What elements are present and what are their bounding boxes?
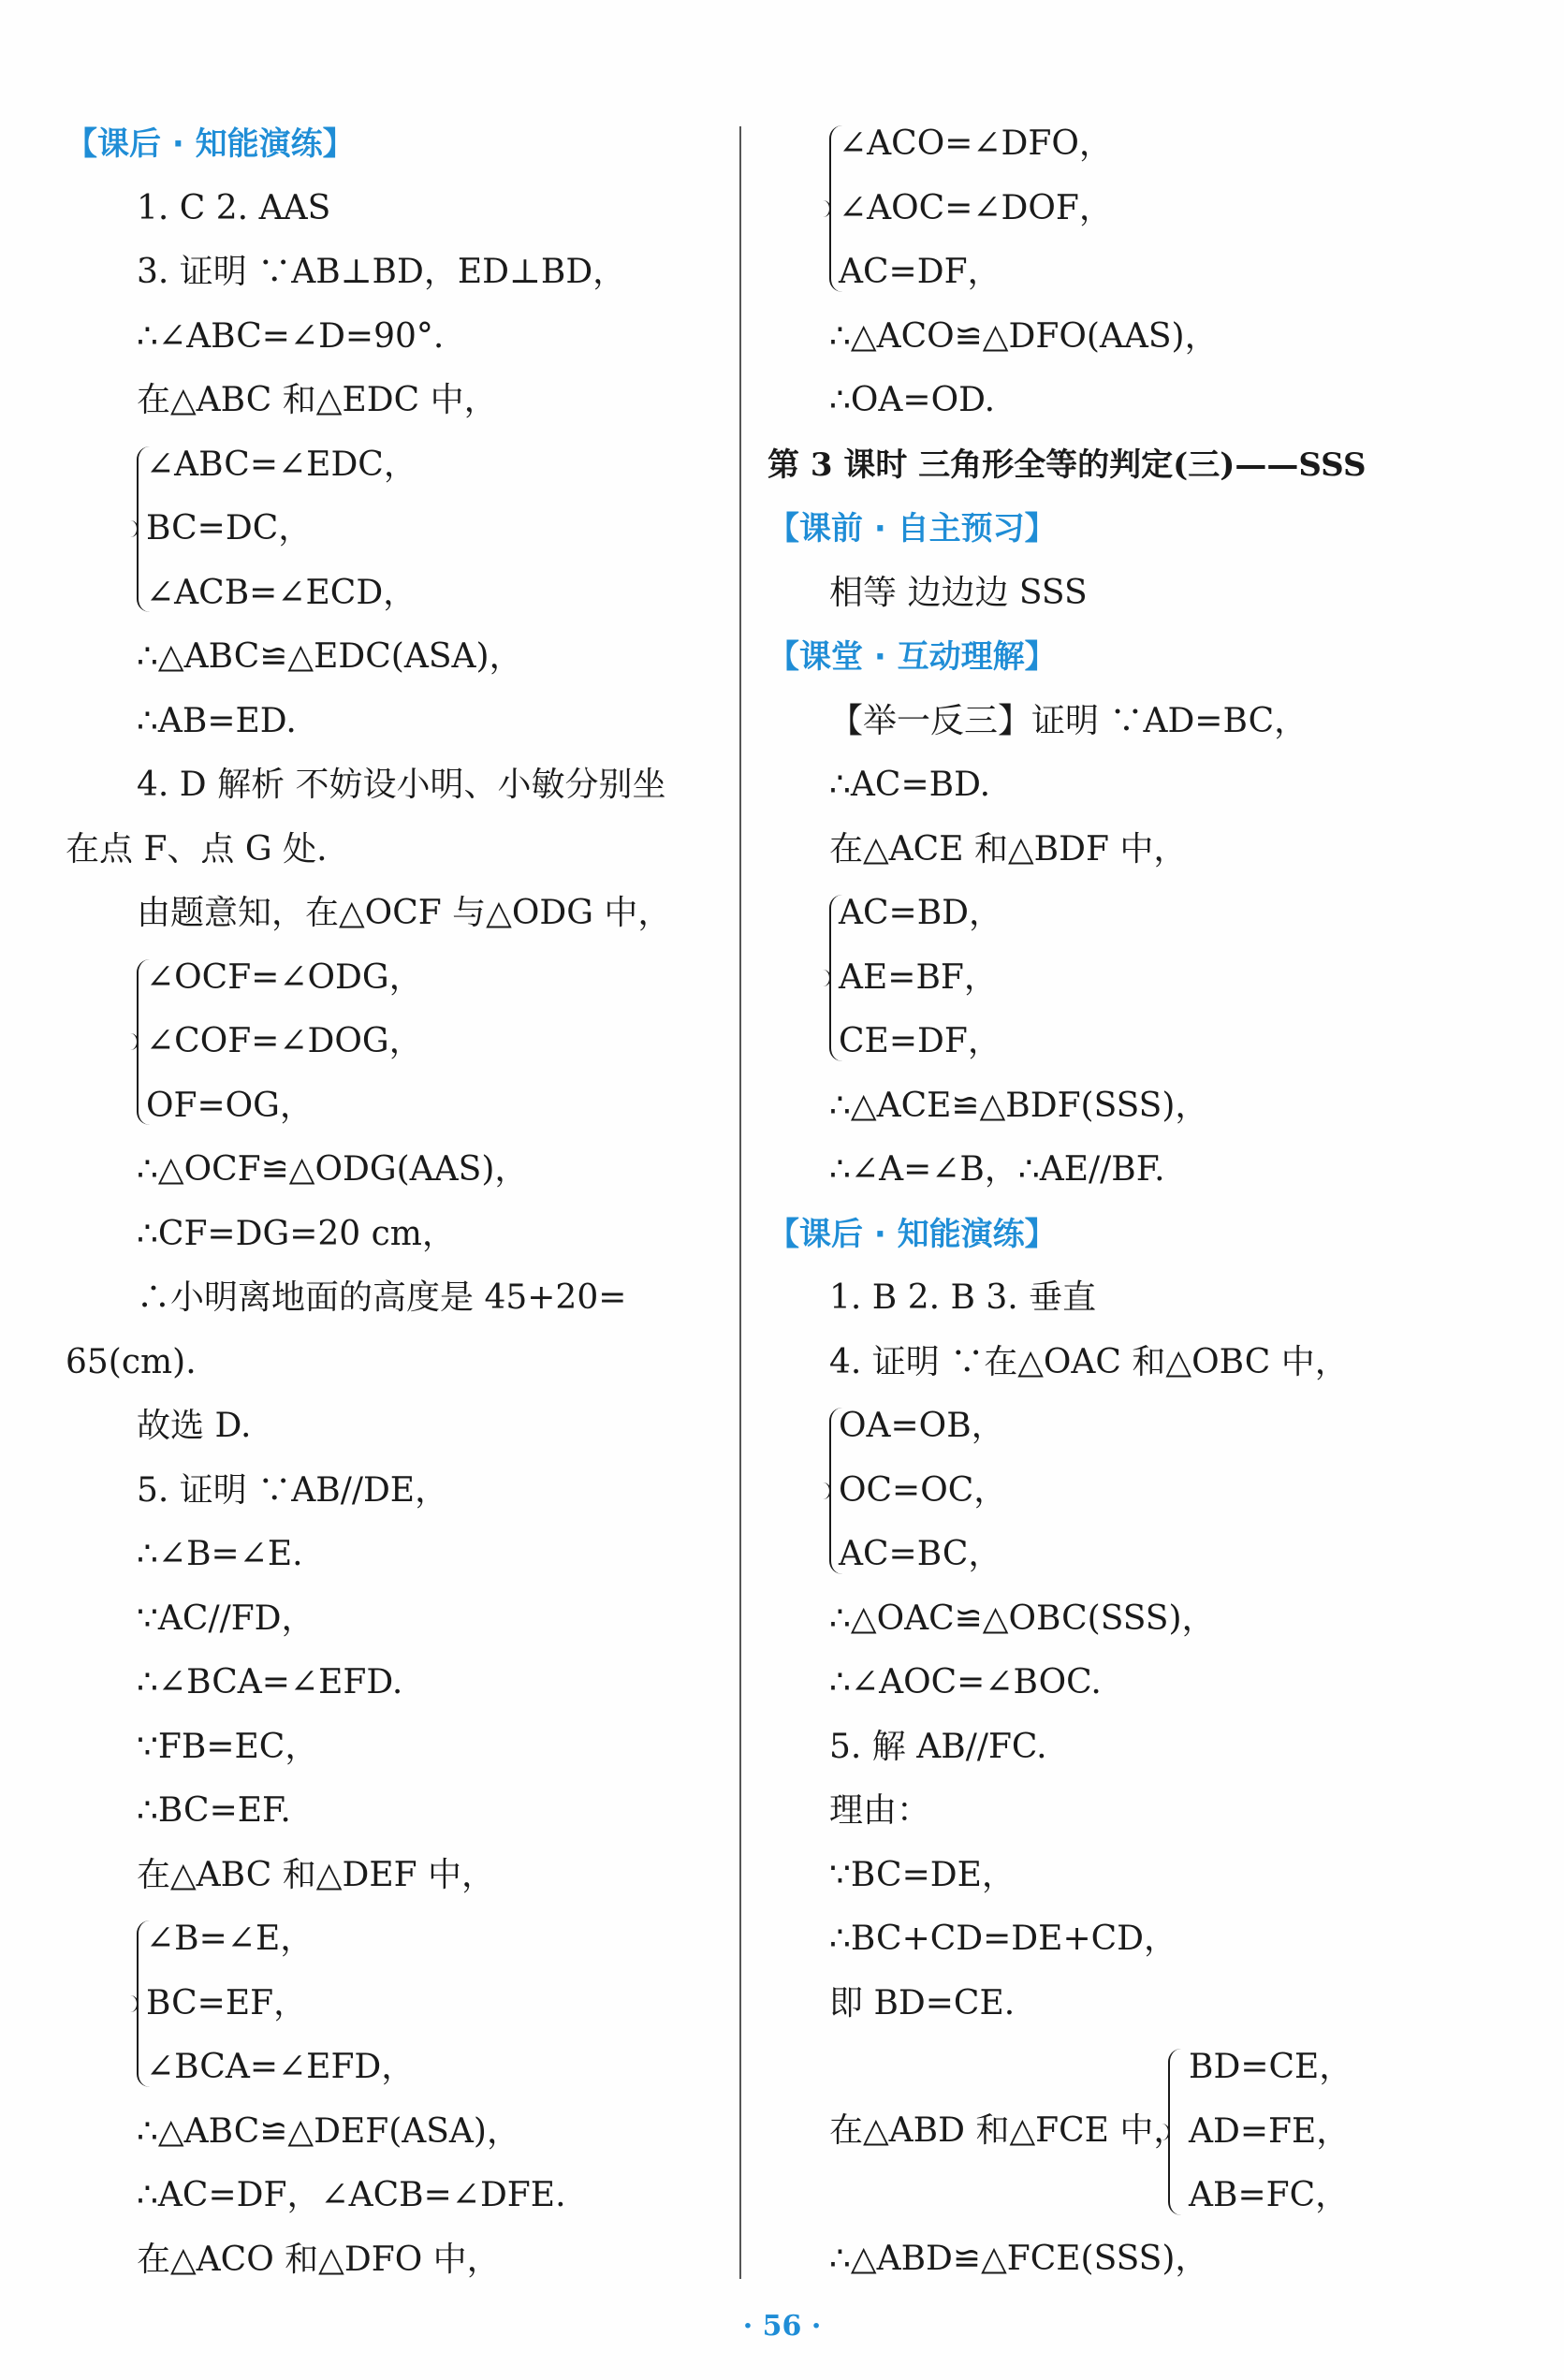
answer-line: 即 BD=CE. — [829, 1983, 1016, 2022]
answer-line: ∴BC+CD=DE+CD， — [829, 1920, 1178, 1958]
answer-line: ∴∠ABC=∠D=90°. — [137, 316, 445, 356]
answer-line: 1. C 2. AAS — [137, 188, 331, 227]
page-number: · 56 · — [742, 2310, 822, 2343]
answer-line: 在点 F、点 G 处. — [66, 829, 328, 869]
answer-line: ∴△ABD≌△FCE(SSS)， — [829, 2240, 1209, 2278]
section-header: 【课后 · 知能演练】 — [66, 125, 355, 163]
section-header: 【课后 · 知能演练】 — [767, 1215, 1057, 1253]
brace-line: ∠BCA=∠EFD， — [146, 2048, 416, 2086]
brace-line: OF=OG， — [146, 1086, 314, 1125]
answer-line: ∴△OAC≌△OBC(SSS)， — [829, 1599, 1216, 1638]
answer-line: ∴△ACE≌△BDF(SSS)， — [829, 1086, 1209, 1125]
brace-line: AC=BD， — [839, 894, 1003, 932]
answer-line: ∴∠B=∠E. — [137, 1535, 303, 1573]
brace-line: ∠ABC=∠EDC， — [146, 445, 417, 484]
brace-group — [767, 882, 1441, 1074]
brace-line: AE=BF， — [839, 957, 998, 997]
brace-line: ∠OCF=∠ODG， — [146, 957, 423, 997]
answer-line: 在△ABD 和△FCE 中， — [829, 2111, 1188, 2150]
left-column — [66, 112, 739, 2292]
answer-line: 故选 D. — [137, 1407, 252, 1445]
brace-line: AC=DF， — [839, 253, 1001, 291]
brace-line: BD=CE， — [1189, 2048, 1353, 2086]
lesson-title: 第 3 课时 三角形全等的判定(三)——SSS — [767, 445, 1367, 484]
brace-line: BC=DC， — [146, 509, 313, 548]
answer-line: 4. 证明 ∵在△OAC 和△OBC 中， — [829, 1342, 1349, 1381]
brace-line: ∠B=∠E， — [146, 1920, 314, 1958]
answer-line: 5. 证明 ∵AB//DE， — [137, 1470, 449, 1510]
brace-line: BC=EF， — [146, 1983, 308, 2022]
answer-line: 理由： — [829, 1791, 931, 1830]
brace-line: OA=OB， — [839, 1407, 1005, 1445]
answer-line: 在△ACO 和△DFO 中， — [137, 2240, 501, 2279]
preview-answer: 相等 边边边 SSS — [829, 573, 1088, 612]
brace-line: OC=OC， — [839, 1470, 1008, 1510]
brace-group — [66, 1907, 739, 2100]
answer-line: ∴△ABC≌△DEF(ASA)， — [137, 2111, 520, 2151]
answer-line: ∴BC=EF. — [137, 1791, 291, 1830]
answer-line: ∴AC=BD. — [829, 766, 991, 804]
brace-group — [767, 112, 1441, 305]
brace-group — [66, 433, 739, 626]
answer-line: 在△ACE 和△BDF 中， — [829, 829, 1188, 869]
brace-line: ∠ACB=∠ECD， — [146, 573, 417, 612]
column-divider — [739, 126, 741, 2279]
answer-line: ∴∠AOC=∠BOC. — [829, 1663, 1102, 1701]
brace-line: ∠AOC=∠DOF， — [839, 188, 1113, 227]
answer-line: 【举一反三】证明 ∵AD=BC， — [829, 701, 1308, 740]
brace-line: ∠COF=∠DOG， — [146, 1022, 423, 1060]
answer-line: ∵FB=EC， — [137, 1727, 319, 1766]
answer-line: 由题意知，在△OCF 与△ODG 中， — [137, 894, 672, 932]
answer-line: ∴OA=OD. — [829, 381, 996, 419]
answer-line: 在△ABC 和△DEF 中， — [137, 1855, 496, 1894]
inline-brace-block — [1161, 2036, 1352, 2228]
answer-line: ∵AC//FD， — [137, 1599, 315, 1638]
answer-line: 3. 证明 ∵AB⊥BD，ED⊥BD， — [137, 253, 627, 291]
answer-line: 65(cm). — [66, 1342, 197, 1381]
brace-group — [767, 2036, 1441, 2227]
answer-line: ∴∠BCA=∠EFD. — [137, 1663, 403, 1701]
answer-line: ∵BC=DE， — [829, 1855, 1016, 1894]
brace-group — [66, 946, 739, 1139]
answer-line: 5. 解 AB//FC. — [829, 1727, 1047, 1766]
brace-group — [767, 1394, 1441, 1587]
answer-line: 在△ABC 和△EDC 中， — [137, 381, 498, 419]
right-column — [767, 112, 1441, 2292]
answer-line: ∴∠A=∠B，∴AE//BF. — [829, 1150, 1165, 1189]
answer-line: 1. B 2. B 3. 垂直 — [829, 1278, 1097, 1317]
brace-line: CE=DF， — [839, 1022, 1001, 1060]
section-header: 【课前 · 自主预习】 — [767, 510, 1057, 548]
brace-line: ∠ACO=∠DFO， — [839, 124, 1113, 163]
answer-line: ∴△OCF≌△ODG(AAS)， — [137, 1150, 529, 1189]
brace-line: AB=FC， — [1189, 2176, 1350, 2214]
answer-line: ∴AB=ED. — [137, 701, 297, 740]
answer-line: ∴小明离地面的高度是 45+20= — [137, 1278, 627, 1317]
answer-line: ∴△ACO≌△DFO(AAS)， — [829, 316, 1219, 356]
section-header: 【课堂 · 互动理解】 — [767, 638, 1057, 676]
brace-line: AD=FE， — [1189, 2111, 1351, 2151]
brace-line: AC=BC， — [839, 1535, 1002, 1573]
answer-line: 4. D 解析 不妨设小明、小敏分别坐 — [137, 766, 666, 804]
answer-line: ∴AC=DF，∠ACB=∠DFE. — [137, 2176, 566, 2214]
brace-icon — [1168, 2049, 1183, 2215]
answer-line: ∴CF=DG=20 cm， — [137, 1214, 456, 1253]
answer-line: ∴△ABC≌△EDC(ASA)， — [137, 637, 523, 676]
